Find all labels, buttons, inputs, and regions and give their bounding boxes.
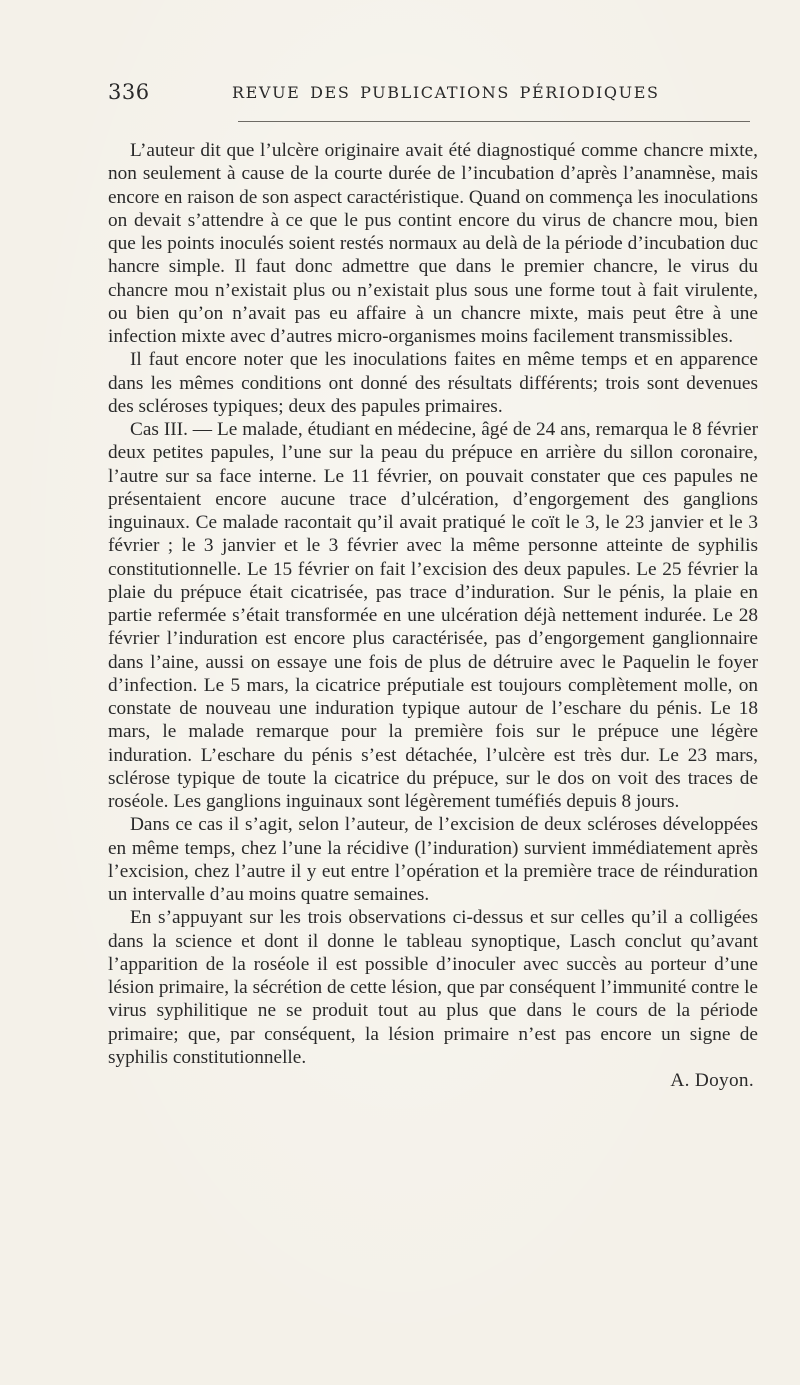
paragraph-2: Il faut encore noter que les inoculations faites en même temps et en apparence dans les mêmes conditions ont donné des résultats différents; trois sont devenues des scléroses typiques; deux des papules primaires. (108, 349, 758, 417)
author-signature: A. Doyon. (670, 1070, 754, 1091)
header-rule (238, 121, 750, 122)
page-number: 336 (108, 80, 150, 104)
article-body (108, 139, 758, 1092)
paragraph-4: Dans ce cas il s’agit, selon l’auteur, de l’excision de deux scléroses développées en même temps, chez l’une la récidive (l’induration) survient immédiatement après l’excision, chez l’autre il y eut entre l’opération et la première trace de réinduration un intervalle d’au moins quatre semaines. (108, 814, 758, 905)
running-header (108, 80, 756, 110)
paragraph-3: Cas III. — Le malade, étudiant en médecine, âgé de 24 ans, remarqua le 8 février deux petites papules, l’une sur la peau du prépuce en arrière du sillon coronaire, l’autre sur sa face interne. Le 11 février, on pouvait constater que ces papules ne présentaient encore aucune trace d’ulcération, d’engorgement des ganglions inguinaux. Ce malade racontait qu’il avait pratiqué le coït le 3, le 23 janvier et le 3 février ; le 3 janvier et le 3 février avec la même personne atteinte de syphilis constitutionnelle. Le 15 février on fait l’excision des deux papules. Le 25 février la plaie du prépuce était cicatrisée, pas trace d’induration. Sur le pénis, la plaie en partie refermée s’était transformée en une ulcération déjà nettement indurée. Le 28 février l’induration est encore plus caractérisée, pas d’engorgement ganglionnaire dans l’aine, aussi on essaye une fois de plus de détruire avec le Paquelin le foyer d’infection. Le 5 mars, la cicatrice préputiale est toujours complètement molle, on constate de nouveau une induration typique autour de l’eschare du pénis. Le 18 mars, le malade remarque pour la première fois sur le prépuce une légère induration. L’eschare du pénis s’est détachée, l’ulcère est très dur. Le 23 mars, sclérose typique de toute la cicatrice du prépuce, sur le dos on voit des traces de roséole. Les ganglions inguinaux sont légèrement tuméfiés depuis 8 jours. (108, 419, 758, 812)
paragraph-1: L’auteur dit que l’ulcère originaire avait été diagnostiqué comme chancre mixte, non seulement à cause de la courte durée de l’incubation d’après l’anamnèse, mais encore en raison de son aspect caractéristique. Quand on commença les inoculations on devait s’attendre à ce que le pus contint encore du virus de chancre mou, bien que les points inoculés soient restés normaux au delà de la période d’incubation duc hancre simple. Il faut donc admettre que dans le premier chancre, le virus du chancre mou n’existait plus ou n’existait plus sous une forme tout à fait virulente, ou bien qu’on n’avait pas eu affaire à un chancre mixte, mais peut être à une infection mixte avec d’autres micro-organismes moins facilement transmissibles. (108, 140, 758, 347)
running-title: REVUE DES PUBLICATIONS PÉRIODIQUES (232, 83, 660, 102)
paragraph-5: En s’appuyant sur les trois observations ci-dessus et sur celles qu’il a colligées dans la science et dont il donne le tableau synoptique, Lasch conclut qu’avant l’apparition de la roséole il est possible d’inoculer avec succès au porteur d’une lésion primaire, la sécrétion de cette lésion, que par conséquent l’immunité contre le virus syphilitique ne se produit tout au plus que dans le cours de la période primaire; que, par conséquent, la lésion primaire n’est pas encore un signe de syphilis constitutionnelle. (108, 907, 758, 1068)
